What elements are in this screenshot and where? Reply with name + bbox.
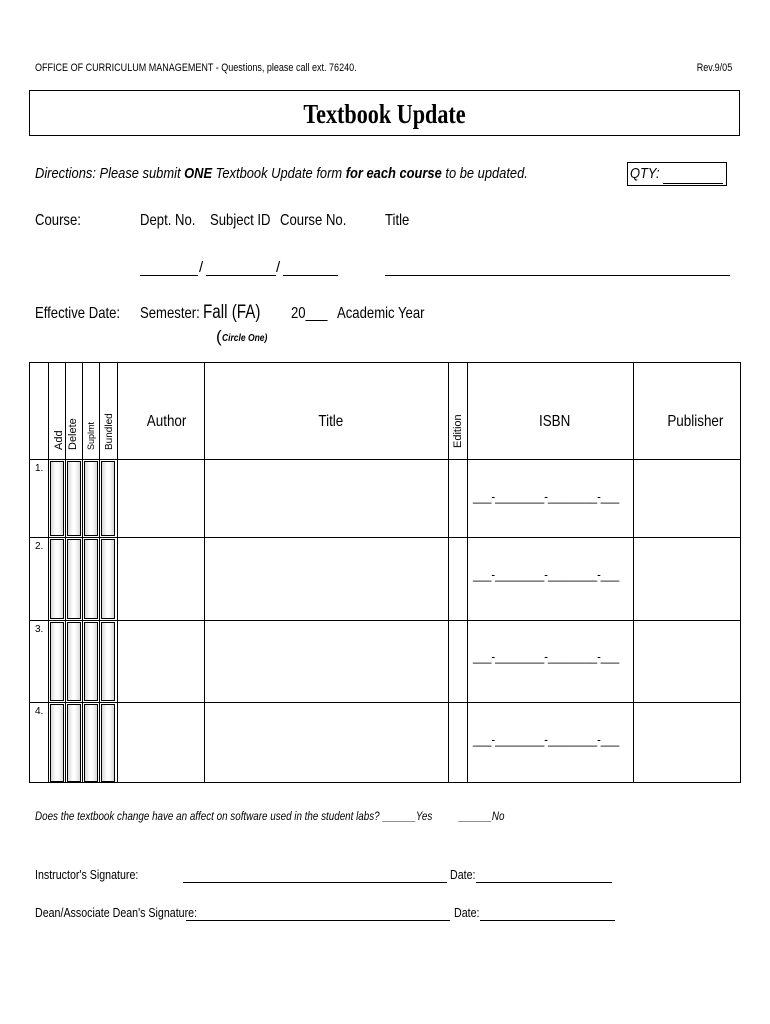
office-header: OFFICE OF CURRICULUM MANAGEMENT - Questions, please call ext. 76240. <box>35 62 357 74</box>
delete-checkbox[interactable] <box>67 539 81 619</box>
revision-label: Rev.9/05 <box>696 62 732 74</box>
bundled-checkbox[interactable] <box>101 622 115 701</box>
delete-checkbox[interactable] <box>67 622 81 701</box>
col-divider <box>65 362 66 783</box>
bundled-checkbox[interactable] <box>101 461 115 536</box>
col-divider <box>448 362 449 783</box>
directions-each: for each course <box>345 165 442 182</box>
slash-2: / <box>276 259 281 276</box>
col-header-edition: Edition <box>452 414 464 448</box>
slash-1: / <box>199 259 204 276</box>
row-divider <box>29 620 741 621</box>
dept-no-field[interactable] <box>140 275 198 276</box>
dean-date-label: Date: <box>454 905 480 920</box>
row-number: 1. <box>35 463 44 474</box>
col-divider <box>48 362 49 783</box>
directions-one: ONE <box>184 165 213 182</box>
effective-date-label: Effective Date: <box>35 305 121 322</box>
add-checkbox[interactable] <box>50 539 64 619</box>
row-number: 3. <box>35 624 44 635</box>
page-title: Textbook Update <box>303 99 466 129</box>
course-title-field[interactable] <box>385 275 730 276</box>
qty-underline <box>663 183 723 184</box>
col-header-title: Title <box>318 413 344 430</box>
dean-signature-field[interactable] <box>186 920 450 921</box>
suplmt-checkbox[interactable] <box>84 622 98 701</box>
course-no-label: Course No. <box>280 212 347 229</box>
software-no-option[interactable]: ______No <box>459 809 505 823</box>
instructor-signature-field[interactable] <box>183 882 447 883</box>
subject-id-label: Subject ID <box>210 212 271 229</box>
academic-year-label: Academic Year <box>337 305 425 322</box>
textbook-table <box>29 362 741 783</box>
col-divider <box>633 362 634 783</box>
suplmt-checkbox[interactable] <box>84 461 98 536</box>
isbn-field[interactable]: ___-________-________-___ <box>473 732 620 747</box>
directions-suffix: to be updated. <box>441 165 528 182</box>
course-label: Course: <box>35 212 81 229</box>
col-header-isbn: ISBN <box>538 413 571 430</box>
software-question: Does the textbook change have an affect on software used in the student labs? <box>35 809 380 823</box>
directions-middle: Textbook Update form <box>212 165 346 182</box>
col-divider <box>99 362 100 783</box>
col-header-delete: Delete <box>67 418 79 450</box>
semester-fall-option[interactable]: Fall (FA) <box>203 302 261 323</box>
course-title-label: Title <box>385 212 410 229</box>
row-divider <box>29 459 741 460</box>
row-divider <box>29 537 741 538</box>
bundled-checkbox[interactable] <box>101 539 115 619</box>
col-divider <box>467 362 468 783</box>
subject-id-field[interactable] <box>206 275 276 276</box>
row-number: 2. <box>35 541 44 552</box>
isbn-field[interactable]: ___-________-________-___ <box>473 489 620 504</box>
directions-prefix: Directions: Please submit <box>35 165 185 182</box>
course-no-field[interactable] <box>283 275 338 276</box>
circle-one-note: Circle One) <box>222 333 268 344</box>
isbn-field[interactable]: ___-________-________-___ <box>473 649 620 664</box>
add-checkbox[interactable] <box>50 704 64 782</box>
col-header-author: Author <box>146 413 187 430</box>
qty-label: QTY: <box>630 165 660 182</box>
delete-checkbox[interactable] <box>67 704 81 782</box>
circle-one-paren: ( <box>216 327 222 346</box>
instructor-date-label: Date: <box>450 867 476 882</box>
col-header-publisher: Publisher <box>667 413 724 430</box>
row-divider <box>29 702 741 703</box>
row-number: 4. <box>35 706 44 717</box>
dean-date-field[interactable] <box>480 920 615 921</box>
isbn-field[interactable]: ___-________-________-___ <box>473 567 620 582</box>
bundled-checkbox[interactable] <box>101 704 115 782</box>
suplmt-checkbox[interactable] <box>84 704 98 782</box>
software-yes-option[interactable]: ______Yes <box>383 809 433 823</box>
delete-checkbox[interactable] <box>67 461 81 536</box>
add-checkbox[interactable] <box>50 461 64 536</box>
semester-label: Semester: <box>140 305 200 322</box>
instructor-signature-label: Instructor's Signature: <box>35 867 139 882</box>
title-box <box>29 90 740 136</box>
col-header-suplmt: Suplmt <box>86 421 96 450</box>
col-header-add: Add <box>53 430 65 450</box>
col-divider <box>117 362 118 783</box>
dept-no-label: Dept. No. <box>140 212 196 229</box>
col-header-bundled: Bundled <box>104 413 115 450</box>
suplmt-checkbox[interactable] <box>84 539 98 619</box>
year-field[interactable]: 20___ <box>291 305 328 322</box>
dean-signature-label: Dean/Associate Dean's Signature: <box>35 905 198 920</box>
col-divider <box>204 362 205 783</box>
directions <box>35 165 528 182</box>
instructor-date-field[interactable] <box>476 882 612 883</box>
add-checkbox[interactable] <box>50 622 64 701</box>
col-divider <box>82 362 83 783</box>
